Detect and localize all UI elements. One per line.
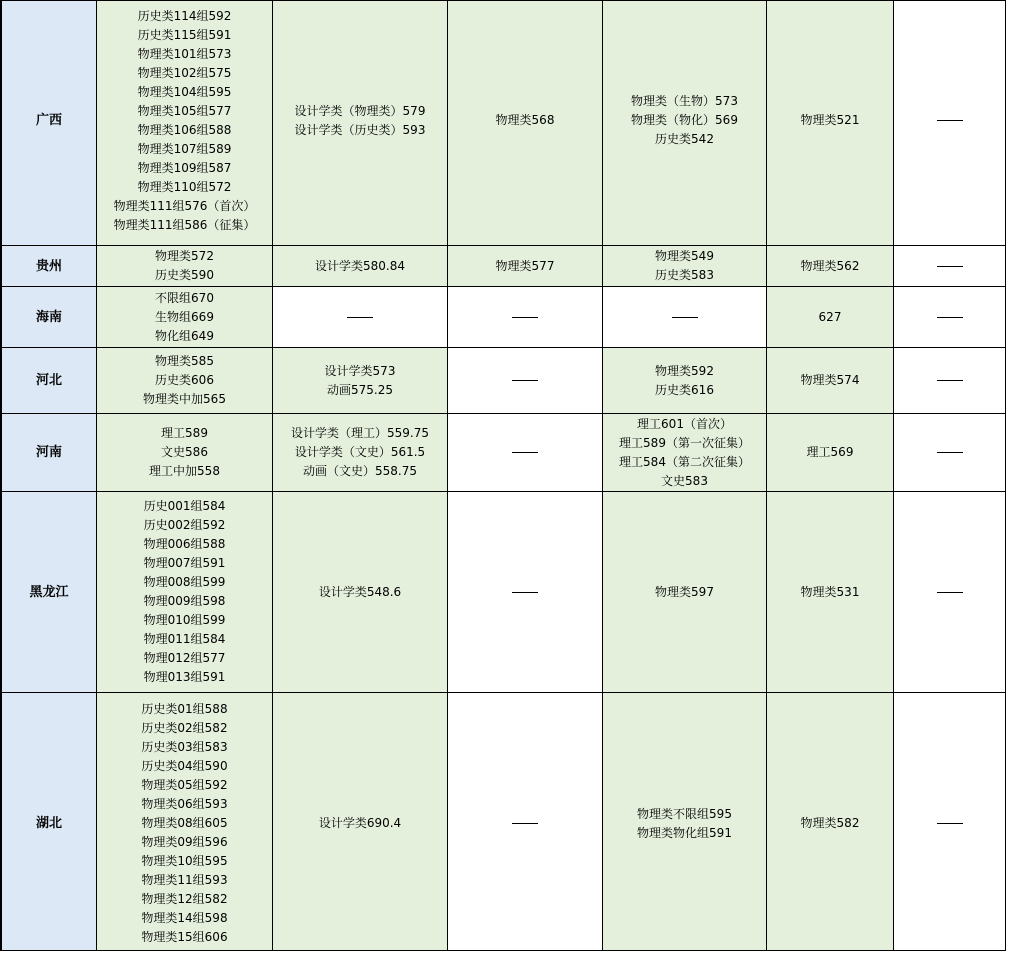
score-cell (767, 693, 894, 952)
score-cell (894, 287, 1007, 348)
score-line: 627 (818, 309, 842, 324)
score-line: 历史类02组582 (141, 721, 228, 735)
empty-dash (672, 317, 698, 318)
score-line: 物理类521 (800, 113, 860, 127)
province-cell: 海南 (2, 287, 97, 348)
score-line: 物理类110组572 (137, 179, 232, 194)
score-cell (603, 414, 767, 492)
score-line: 历史类04组590 (141, 759, 228, 773)
score-cell (448, 414, 603, 492)
score-line: 理工中加558 (149, 464, 220, 478)
score-line: 物理类12组582 (141, 892, 228, 906)
score-cell (273, 246, 448, 287)
score-line: 物理011组584 (143, 632, 226, 646)
score-cell (767, 287, 894, 348)
score-line: 物理类572 (155, 249, 214, 263)
score-line: 设计学类（历史类）593 (294, 122, 426, 137)
score-line: 理工569 (806, 445, 854, 459)
score-line: 文史586 (161, 445, 208, 459)
table-row (2, 414, 1007, 492)
score-line: 物理类582 (800, 816, 860, 830)
score-cell (97, 0, 273, 246)
score-line: 物理006组588 (143, 537, 226, 551)
score-cell (448, 693, 603, 952)
empty-dash (937, 823, 963, 824)
score-cell (97, 287, 273, 348)
score-cell (273, 492, 448, 693)
score-line: 物理类531 (800, 584, 860, 599)
score-cell (767, 492, 894, 693)
score-line: 物理类（生物）573 (631, 94, 738, 108)
score-cell (767, 246, 894, 287)
empty-dash (937, 452, 963, 453)
table-row (2, 348, 1007, 414)
score-line: 生物组669 (155, 309, 214, 324)
score-line: 设计学类548.6 (318, 584, 402, 599)
score-line: 物理类（物化）569 (631, 113, 738, 127)
score-cell (97, 414, 273, 492)
empty-dash (512, 452, 538, 453)
score-line: 物理类109组587 (137, 160, 232, 175)
score-line: 物理类111组576（首次） (113, 198, 256, 213)
score-line: 物理类物化组591 (637, 825, 732, 840)
score-cell (603, 492, 767, 693)
score-line: 物理类577 (495, 258, 555, 273)
score-cell (894, 693, 1007, 952)
score-line: 历史类542 (655, 132, 714, 146)
empty-dash (512, 823, 538, 824)
score-cell (894, 0, 1007, 246)
score-line: 物理类14组598 (141, 911, 228, 925)
score-cell (273, 693, 448, 952)
score-line: 文史583 (661, 473, 708, 488)
score-line: 设计学类（理工）559.75 (291, 426, 429, 440)
province-cell: 贵州 (2, 246, 97, 287)
score-line: 物理012组577 (143, 651, 226, 665)
score-cell (97, 492, 273, 693)
score-line: 历史类01组588 (141, 702, 228, 716)
score-line: 物理007组591 (143, 556, 226, 570)
score-line: 物理类105组577 (137, 103, 232, 118)
score-line: 动画575.25 (327, 382, 393, 397)
empty-dash (512, 317, 538, 318)
score-line: 物理类中加565 (143, 392, 226, 406)
province-cell: 河北 (2, 348, 97, 414)
score-line: 历史类606 (155, 373, 214, 387)
score-line: 物理类不限组595 (637, 806, 732, 821)
score-line: 物理类549 (655, 249, 714, 263)
score-line: 物理类585 (155, 354, 214, 368)
score-cell (448, 0, 603, 246)
score-line: 物化组649 (155, 328, 214, 343)
score-cell (97, 246, 273, 287)
score-line: 历史类115组591 (137, 27, 232, 42)
empty-dash (512, 380, 538, 381)
score-cell (273, 414, 448, 492)
score-line: 历史类583 (655, 268, 714, 282)
admission-score-table (1, 0, 1006, 951)
score-line: 设计学类（物理类）579 (294, 103, 426, 118)
score-line: 历史002组592 (143, 518, 226, 532)
score-line: 设计学类（文史）561.5 (294, 445, 426, 459)
empty-dash (347, 317, 373, 318)
empty-dash (937, 120, 963, 121)
score-line: 历史类114组592 (137, 8, 232, 23)
score-cell (603, 348, 767, 414)
score-cell (448, 348, 603, 414)
score-line: 物理类06组593 (141, 797, 228, 811)
province-cell: 湖北 (2, 693, 97, 952)
empty-dash (937, 317, 963, 318)
score-line: 物理类10组595 (141, 854, 228, 868)
score-line: 物理类102组575 (137, 65, 232, 80)
score-cell (767, 414, 894, 492)
score-cell (273, 0, 448, 246)
score-line: 物理009组598 (143, 594, 226, 608)
table-row (2, 287, 1007, 348)
score-line: 物理类107组589 (137, 141, 232, 156)
score-cell (894, 414, 1007, 492)
score-cell (273, 348, 448, 414)
table-body (2, 0, 1007, 951)
score-line: 历史类616 (655, 382, 714, 397)
table-row (2, 492, 1007, 693)
score-line: 理工584（第二次征集） (619, 454, 750, 469)
score-cell (448, 492, 603, 693)
score-line: 物理类574 (800, 373, 860, 387)
province-cell: 黑龙江 (2, 492, 97, 693)
score-line: 物理010组599 (143, 613, 226, 627)
table-row (2, 693, 1007, 952)
score-line: 设计学类580.84 (315, 258, 405, 273)
score-line: 物理类104组595 (137, 84, 232, 99)
empty-dash (512, 592, 538, 593)
score-line: 物理类15组606 (141, 930, 228, 944)
score-line: 物理类568 (495, 113, 555, 127)
score-cell (894, 246, 1007, 287)
score-cell (603, 287, 767, 348)
score-line: 物理类106组588 (137, 122, 232, 137)
score-line: 物理类592 (655, 363, 714, 378)
score-cell (767, 0, 894, 246)
table-row (2, 246, 1007, 287)
score-line: 历史类03组583 (141, 740, 228, 754)
score-cell (603, 693, 767, 952)
score-cell (894, 492, 1007, 693)
score-cell (767, 348, 894, 414)
empty-dash (937, 592, 963, 593)
score-line: 物理013组591 (143, 670, 226, 684)
score-cell (97, 348, 273, 414)
score-cell (448, 287, 603, 348)
score-line: 物理类101组573 (137, 46, 232, 61)
score-line: 物理类562 (800, 258, 860, 273)
score-cell (448, 246, 603, 287)
score-line: 物理类111组586（征集） (113, 217, 256, 232)
score-cell (894, 348, 1007, 414)
empty-dash (937, 380, 963, 381)
score-line: 理工589 (161, 426, 208, 440)
score-line: 历史001组584 (143, 499, 226, 513)
score-line: 物理008组599 (143, 575, 226, 589)
score-line: 物理类09组596 (141, 835, 228, 849)
province-cell: 河南 (2, 414, 97, 492)
score-line: 动画（文史）558.75 (303, 464, 417, 478)
score-line: 设计学类573 (324, 363, 396, 378)
province-cell: 广西 (2, 0, 97, 246)
table-row (2, 0, 1007, 246)
score-line: 物理类08组605 (141, 816, 228, 830)
score-line: 理工589（第一次征集） (619, 435, 750, 450)
score-line: 设计学类690.4 (318, 816, 402, 830)
score-line: 物理类597 (655, 584, 714, 599)
score-line: 理工601（首次） (637, 416, 732, 431)
score-line: 物理类05组592 (141, 778, 228, 792)
score-cell (603, 246, 767, 287)
score-line: 物理类11组593 (141, 873, 228, 887)
score-cell (603, 0, 767, 246)
score-cell (97, 693, 273, 952)
score-cell (273, 287, 448, 348)
score-line: 历史类590 (155, 268, 214, 282)
score-line: 不限组670 (155, 290, 214, 305)
empty-dash (937, 266, 963, 267)
